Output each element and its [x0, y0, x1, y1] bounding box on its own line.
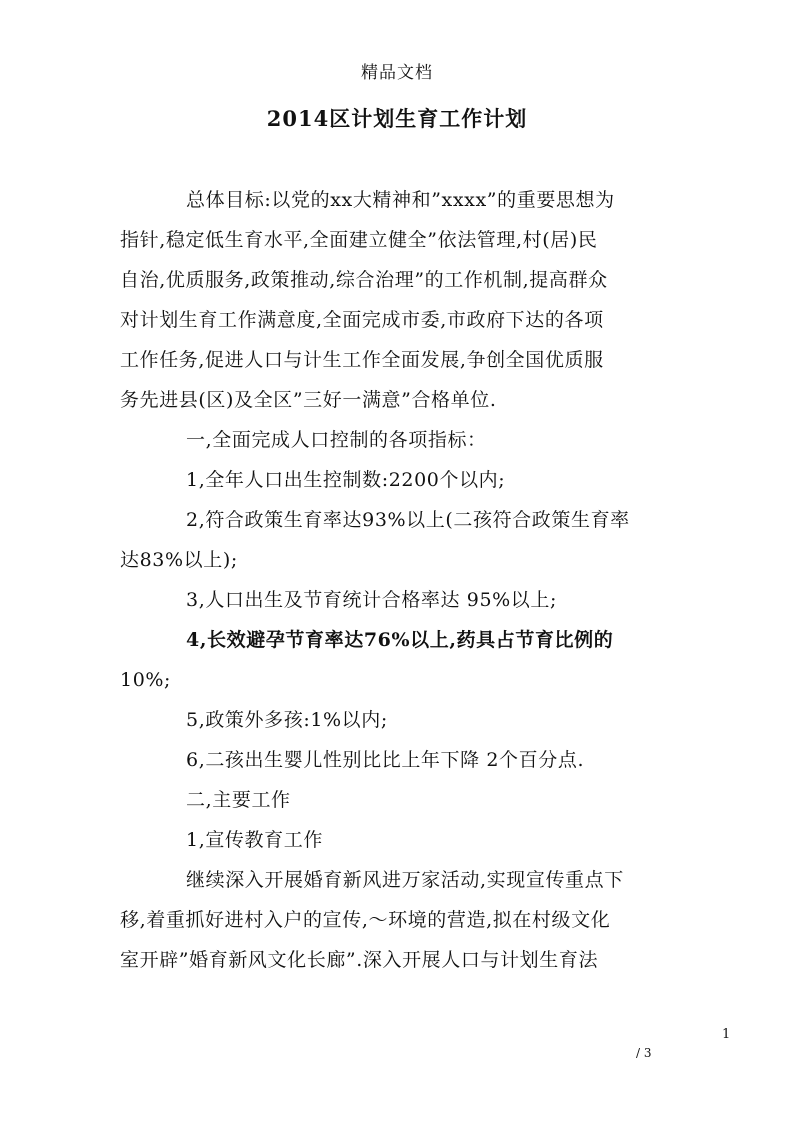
- list-item-continuation: 达83%以上);: [120, 549, 238, 571]
- paragraph-line: 对计划生育工作满意度,全面完成市委,市政府下达的各项: [120, 309, 604, 331]
- paragraph-line: 自治,优质服务,政策推动,综合治理”的工作机制,提高群众: [120, 269, 608, 291]
- list-item: 1,全年人口出生控制数:2200个以内;: [186, 469, 506, 491]
- paragraph-line: 移,着重抓好进村入户的宣传,～环境的营造,拟在村级文化: [120, 909, 611, 931]
- subsection-heading: 1,宣传教育工作: [186, 829, 323, 851]
- document-header: 精品文档: [361, 63, 433, 83]
- list-item: 5,政策外多孩:1%以内;: [186, 709, 388, 731]
- list-item-continuation: 10%;: [120, 669, 172, 691]
- list-item: 2,符合政策生育率达93%以上(二孩符合政策生育率: [186, 509, 630, 531]
- paragraph-line: 工作任务,促进人口与计生工作全面发展,争创全国优质服: [120, 349, 604, 371]
- list-item: 6,二孩出生婴儿性别比比上年下降 2个百分点.: [186, 749, 585, 771]
- list-item: 4,长效避孕节育率达76%以上,药具占节育比例的: [186, 629, 614, 651]
- page-total: / 3: [636, 1046, 652, 1060]
- document-title: 2014区计划生育工作计划: [266, 106, 528, 131]
- page-number: 1: [722, 1027, 731, 1042]
- paragraph-line: 务先进县(区)及全区”三好一满意”合格单位.: [120, 389, 497, 411]
- document-body: [120, 180, 676, 980]
- paragraph-line: 室开辟”婚育新风文化长廊”.深入开展人口与计划生育法: [120, 949, 599, 971]
- section-heading: 一,全面完成人口控制的各项指标：: [186, 429, 487, 451]
- paragraph-line: 总体目标:以党的xx大精神和”xxxx”的重要思想为: [186, 189, 615, 211]
- section-heading: 二,主要工作: [186, 789, 291, 811]
- list-item: 3,人口出生及节育统计合格率达 95%以上;: [186, 589, 558, 611]
- paragraph-line: 指针,稳定低生育水平,全面建立健全”依法管理,村(居)民: [120, 229, 598, 251]
- paragraph-line: 继续深入开展婚育新风进万家活动,实现宣传重点下: [186, 869, 624, 891]
